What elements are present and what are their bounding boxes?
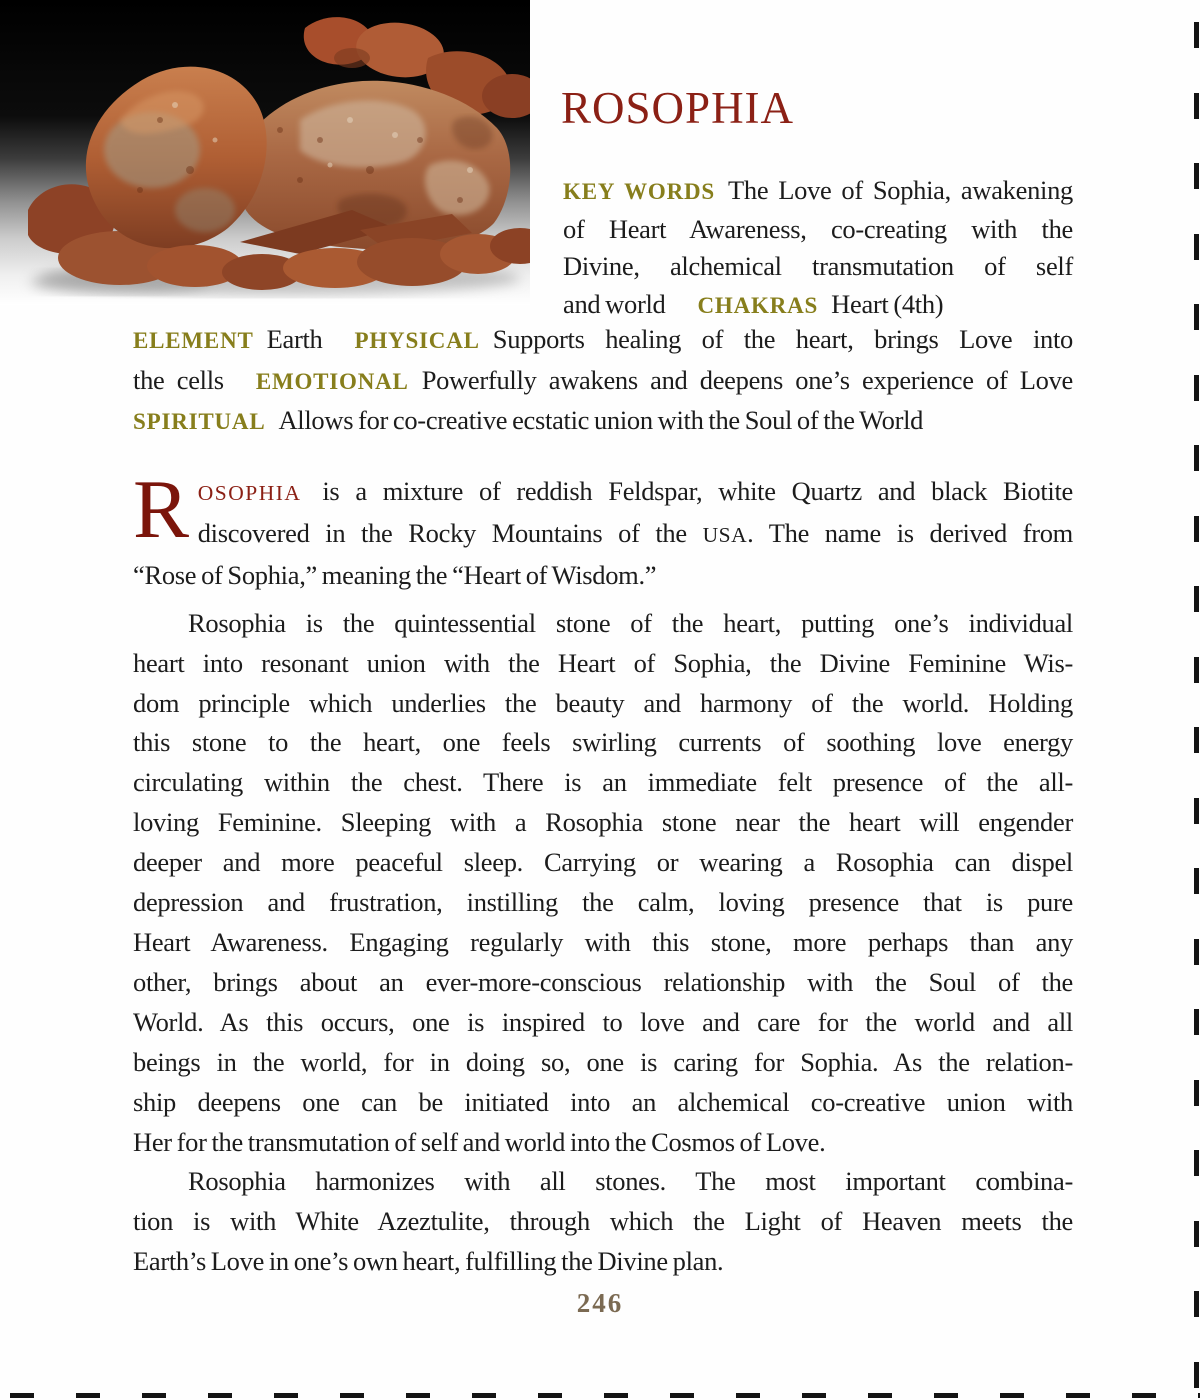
text-line: [133, 1003, 1073, 1043]
text-segment: heart into resonant union with the Heart of Sophia, the Divine Feminine Wis-: [133, 647, 1073, 678]
text-line: [133, 361, 1073, 402]
text-segment: Supports healing of the heart, brings Love into: [492, 324, 1073, 354]
text-segment: circulating within the chest. There is an immediate felt presence of the all-: [133, 767, 1073, 798]
paragraph: [133, 604, 1073, 1163]
bottom-edge-dash: [340, 1393, 364, 1398]
text-line: [133, 843, 1073, 883]
text-line: [133, 1242, 1073, 1282]
text-segment: World. As this occurs, one is inspired to love and care for the world and all: [133, 1006, 1073, 1037]
attribute-label: SPIRITUAL: [133, 409, 266, 434]
bottom-edge-dash: [802, 1393, 826, 1398]
text-segment: is a mixture of reddish Feldspar, white Quartz and black Biotite: [306, 476, 1073, 506]
bottom-edge-dash: [406, 1393, 430, 1398]
text-segment: the cells: [133, 364, 224, 395]
bottom-edge-dash: [538, 1393, 562, 1398]
attribute-label: KEY WORDS: [563, 179, 716, 204]
bottom-edge-dash: [76, 1393, 100, 1398]
bottom-edge-dash: [1000, 1393, 1024, 1398]
bottom-edge-dash: [670, 1393, 694, 1398]
text-line: [133, 604, 1073, 644]
text-line: [563, 172, 1073, 211]
text-line: [133, 684, 1073, 724]
page-number: 246: [576, 1288, 624, 1318]
page-edge-tick: [1194, 1080, 1199, 1106]
bottom-edge-dash: [274, 1393, 298, 1398]
bottom-edge-dash: [736, 1393, 760, 1398]
page-edge-tick: [1194, 1150, 1199, 1176]
text-segment: Rosophia harmonizes with all stones. The most important combina-: [188, 1166, 1073, 1197]
text-line: [133, 644, 1073, 684]
text-segment: “Rose of Sophia,” meaning the “Heart of Wisdom.”: [133, 559, 657, 590]
text-line: [133, 1083, 1073, 1123]
text-segment: tion is with White Azeztulite, through which the Light of Heaven meets the: [133, 1206, 1073, 1237]
page-edge-tick: [1194, 445, 1199, 471]
text-line: [133, 320, 1073, 361]
page-edge-tick: [1194, 657, 1199, 683]
page-edge-tick: [1194, 727, 1199, 753]
attribute-label: PHYSICAL: [354, 328, 480, 353]
page-edge-tick: [1194, 234, 1199, 260]
text-segment: Heart Awareness. Engaging regularly with this stone, more perhaps than any: [133, 926, 1073, 957]
paragraph: [133, 463, 1073, 596]
text-line: [133, 1123, 1073, 1163]
text-segment: Earth’s Love in one’s own heart, fulfilling the Divine plan.: [133, 1246, 724, 1277]
text-line: [133, 514, 1073, 556]
text-segment: Earth: [266, 324, 323, 354]
bottom-edge-dash: [208, 1393, 232, 1398]
text-line: [133, 472, 1073, 514]
text-line: [133, 963, 1073, 1003]
text-segment: . The name is derived from: [747, 517, 1073, 548]
text-line: [133, 803, 1073, 843]
text-segment: discovered in the Rocky Mountains of the: [197, 517, 703, 548]
rosophia-stones-photo: [0, 0, 530, 305]
text-segment: USA: [702, 522, 748, 547]
text-line: [563, 211, 1073, 249]
text-segment: deeper and more peaceful sleep. Carrying or wearing a Rosophia can dispel: [133, 847, 1073, 878]
text-segment: dom principle which underlies the beauty and harmony of the world. Holding: [133, 687, 1073, 718]
text-line: [133, 923, 1073, 963]
page-edge-tick: [1194, 1221, 1199, 1247]
bottom-edge-dash: [1132, 1393, 1156, 1398]
key-words-block: [563, 172, 1073, 324]
text-line: [133, 1202, 1073, 1242]
text-segment: Allows for co-creative ecstatic union with the Soul of the World: [278, 405, 924, 435]
bottom-edge-dash: [868, 1393, 892, 1398]
paragraph: [133, 1162, 1073, 1282]
page-edge-tick: [1194, 93, 1199, 119]
text-line: [133, 1043, 1073, 1083]
bottom-edge-dash: [934, 1393, 958, 1398]
body-text: [133, 463, 1073, 1282]
text-segment: loving Feminine. Sleeping with a Rosophia stone near the heart will engender: [133, 807, 1073, 838]
page-title: ROSOPHIA: [561, 83, 795, 133]
text-segment: ship deepens one can be initiated into an alchemical co-creative union with: [133, 1086, 1073, 1117]
text-line: [563, 286, 1073, 325]
text-line: [133, 763, 1073, 803]
text-segment: Powerfully awakens and deepens one’s experience of Love: [421, 364, 1073, 395]
text-segment: of Heart Awareness, co-creating with the: [563, 213, 1073, 244]
text-line: [133, 1162, 1073, 1202]
text-segment: Rosophia is the quintessential stone of the heart, putting one’s individual: [188, 607, 1073, 638]
page-edge-tick: [1194, 1009, 1199, 1035]
page-edge-tick: [1194, 516, 1199, 542]
bottom-edge-dash: [472, 1393, 496, 1398]
page-edge-tick: [1194, 586, 1199, 612]
page-edge-tick: [1194, 22, 1199, 48]
text-segment: and world: [563, 288, 666, 319]
text-segment: depression and frustration, instilling the calm, loving presence that is pure: [133, 887, 1073, 918]
text-segment: other, brings about an ever-more-conscious relationship with the Soul of the: [133, 966, 1073, 997]
text-segment: beings in the world, for in doing so, one is caring for Sophia. As the relation-: [133, 1046, 1073, 1077]
text-segment: Divine, alchemical transmutation of self: [563, 251, 1073, 282]
bottom-edge-dash: [1066, 1393, 1090, 1398]
page-edge-tick: [1194, 798, 1199, 824]
attribute-label: EMOTIONAL: [255, 368, 409, 394]
page-edge-tick: [1194, 868, 1199, 894]
bottom-edge-dash: [10, 1393, 34, 1398]
bottom-edge-dash: [604, 1393, 628, 1398]
text-segment: Heart (4th): [831, 288, 944, 319]
page-edge-tick: [1194, 1291, 1199, 1317]
text-line: [133, 401, 1073, 442]
page-edge-tick: [1194, 1362, 1199, 1388]
page-edge-tick: [1194, 939, 1199, 965]
attributes-block: [133, 320, 1073, 442]
text-line: [133, 723, 1073, 763]
text-line: [133, 556, 1073, 596]
text-line: [563, 248, 1073, 286]
text-segment: OSOPHIA: [197, 481, 302, 505]
text-segment: Her for the transmutation of self and world into the Cosmos of Love.: [133, 1126, 826, 1157]
text-segment: The Love of Sophia, awakening: [728, 175, 1073, 205]
bottom-edge-dash: [142, 1393, 166, 1398]
page-edge-tick: [1194, 375, 1199, 401]
text-segment: this stone to the heart, one feels swirling currents of soothing love energy: [133, 727, 1073, 758]
drop-cap: R: [133, 463, 189, 556]
page-edge-tick: [1194, 304, 1199, 330]
page-edge-tick: [1194, 163, 1199, 189]
attribute-label: CHAKRAS: [697, 292, 819, 318]
text-line: [133, 883, 1073, 923]
attribute-label: ELEMENT: [133, 328, 254, 353]
